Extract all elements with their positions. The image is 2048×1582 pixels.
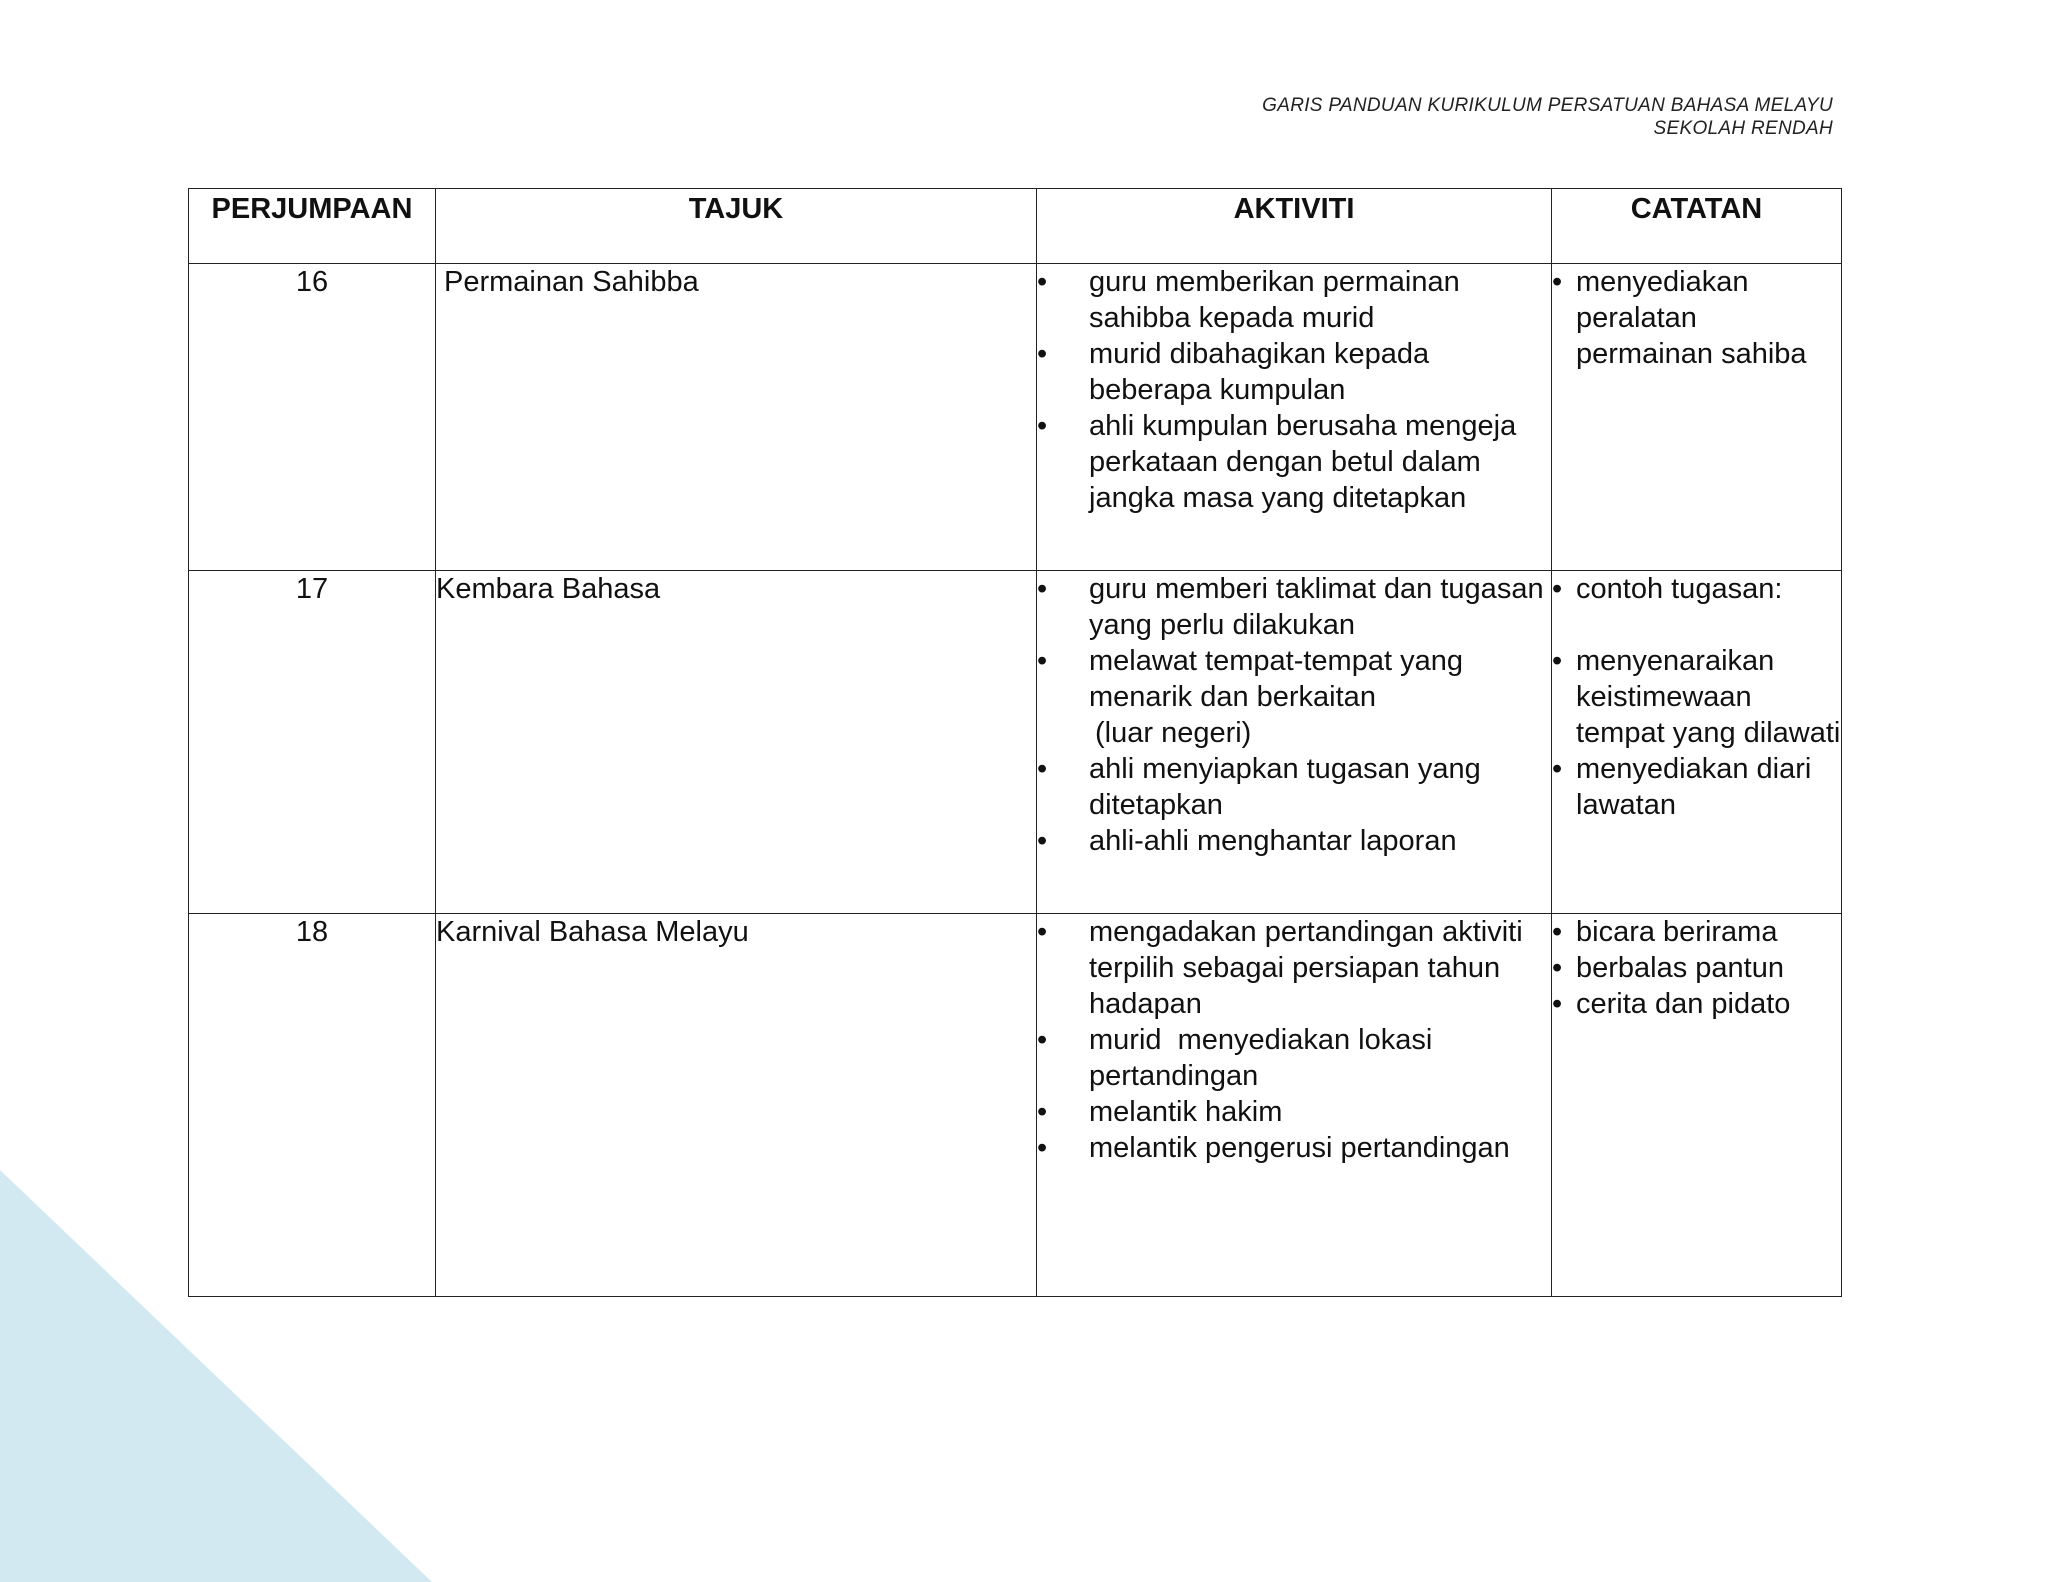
note-item: • berbalas pantun: [1552, 950, 1841, 986]
note-item: • contoh tugasan:: [1552, 571, 1841, 607]
header-title: GARIS PANDUAN KURIKULUM PERSATUAN BAHASA MELAYU: [1262, 95, 1833, 116]
activity-list: [1037, 914, 1551, 1166]
note-cell: [1552, 264, 1842, 571]
activity-item: • melawat tempat-tempat yang menarik dan berkaitan: [1037, 643, 1551, 715]
note-cell: [1552, 571, 1842, 914]
table-row: [189, 571, 1842, 914]
activity-item: • ahli menyiapkan tugasan yang ditetapkan: [1037, 751, 1551, 823]
note-item: • cerita dan pidato: [1552, 986, 1841, 1022]
table-header-row: [189, 189, 1842, 264]
topic-text: Kembara Bahasa: [436, 573, 661, 605]
meeting-number: 18: [189, 914, 436, 1297]
curriculum-table: [188, 188, 1842, 1297]
note-item: • menyediakan diari lawatan: [1552, 751, 1841, 823]
activity-list: [1037, 571, 1551, 859]
note-cell: [1552, 914, 1842, 1297]
column-header-catatan: CATATAN: [1552, 189, 1842, 264]
note-item: • menyediakan peralatan permainan sahiba: [1552, 264, 1841, 372]
column-header-aktiviti: AKTIVITI: [1037, 189, 1552, 264]
activity-cell: [1037, 264, 1552, 571]
note-item: • menyenaraikan keistimewaan tempat yang dilawati: [1552, 643, 1841, 751]
table-row: [189, 914, 1842, 1297]
meeting-number: 16: [189, 264, 436, 571]
column-header-perjumpaan: PERJUMPAAN: [189, 189, 436, 264]
activity-item: • murid dibahagikan kepada beberapa kumpulan: [1037, 336, 1551, 408]
activity-cell: [1037, 571, 1552, 914]
table-row: [189, 264, 1842, 571]
topic-cell: [436, 914, 1037, 1297]
activity-item: • mengadakan pertandingan aktiviti terpilih sebagai persiapan tahun hadapan: [1037, 914, 1551, 1022]
note-item: • bicara berirama: [1552, 914, 1841, 950]
page-header: [1262, 94, 1833, 140]
note-list: [1552, 264, 1841, 372]
activity-item: • ahli-ahli menghantar laporan: [1037, 823, 1551, 859]
activity-item: • guru memberi taklimat dan tugasan yang perlu dilakukan: [1037, 571, 1551, 643]
meeting-number: 17: [189, 571, 436, 914]
activity-item: • murid menyediakan lokasi pertandingan: [1037, 1022, 1551, 1094]
activity-item: • melantik pengerusi pertandingan: [1037, 1130, 1551, 1166]
activity-item: (luar negeri): [1095, 717, 1252, 749]
note-list: [1552, 571, 1841, 823]
topic-text: Permainan Sahibba: [444, 266, 699, 298]
topic-cell: [436, 264, 1037, 571]
note-list: [1552, 914, 1841, 1022]
topic-cell: [436, 571, 1037, 914]
topic-text: Karnival Bahasa Melayu: [436, 916, 749, 948]
activity-item: • melantik hakim: [1037, 1094, 1551, 1130]
activity-list: [1037, 264, 1551, 516]
activity-item: • ahli kumpulan berusaha mengeja perkataan dengan betul dalam jangka masa yang ditetapkan: [1037, 408, 1551, 516]
column-header-tajuk: TAJUK: [436, 189, 1037, 264]
header-subtitle: SEKOLAH RENDAH: [1653, 118, 1833, 139]
activity-item: • guru memberikan permainan sahibba kepada murid: [1037, 264, 1551, 336]
activity-cell: [1037, 914, 1552, 1297]
